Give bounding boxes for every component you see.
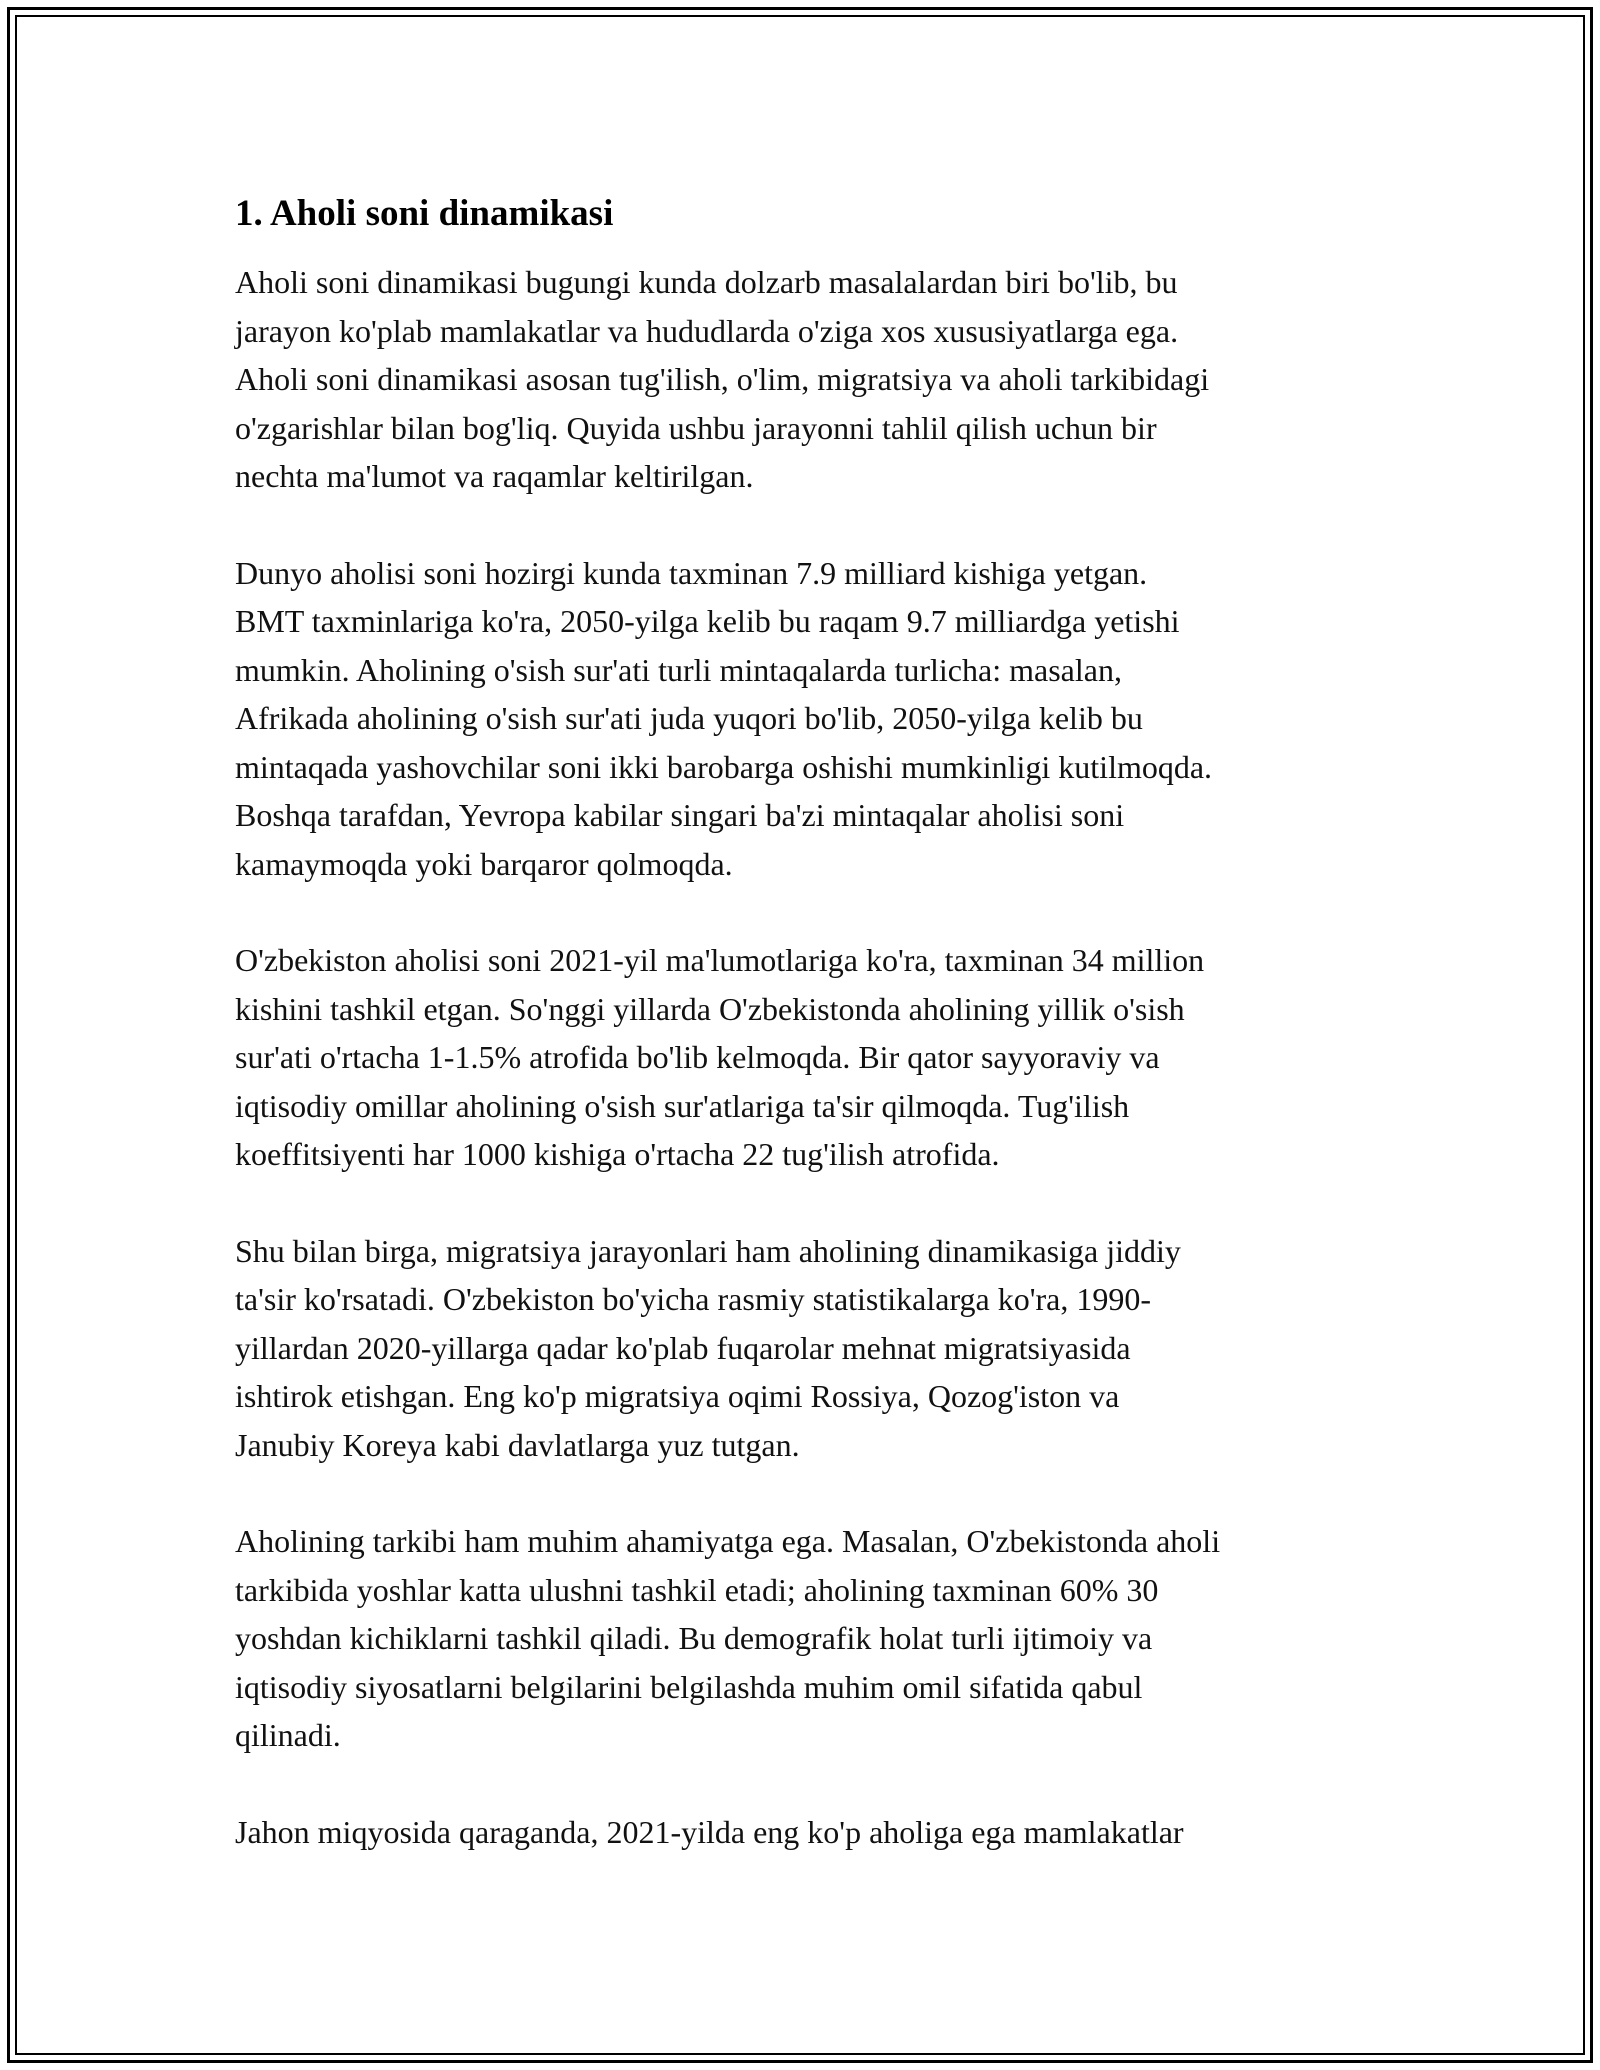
- paragraph-age-structure: Aholining tarkibi ham muhim ahamiyatga ega. Masalan, O'zbekistonda aholi tarkibida yoshlar katta ulushni tashkil etadi; aholining taxminan 60% 30 yoshdan kichiklarni tashkil qiladi. Bu demografik holat turli ijtimoiy va iqtisodiy siyosatlarni belgilarini belgilashda muhim omil sifatida qabul qilinadi.: [235, 1523, 1221, 1753]
- paragraph-world-population: Dunyo aholisi soni hozirgi kunda taxminan 7.9 milliard kishiga yetgan. BMT taxminlariga ko'ra, 2050-yilga kelib bu raqam 9.7 milliardga yetishi mumkin. Aholining o'sish sur'ati turli mintaqalarda turlicha: masalan, Afrikada aholining o'sish sur'ati juda yuqori bo'lib, 2050-yilga kelib bu mintaqada yashovchilar soni ikki barobarga oshishi mumkinligi kutilmoqda. Boshqa tarafdan, Yevropa kabilar singari ba'zi mintaqalar aholisi soni kamaymoqda yoki barqaror qolmoqda.: [235, 554, 1213, 882]
- paragraph-migration: Shu bilan birga, migratsiya jarayonlari ham aholining dinamikasiga jiddiy ta'sir ko'rsatadi. O'zbekiston bo'yicha rasmiy statistikalarga ko'ra, 1990- yillardan 2020-yillarga qadar ko'plab fuqarolar mehnat migratsiyasida ishtirok etishgan. Eng ko'p migratsiya oqimi Rossiya, Qozog'iston va Janubiy Koreya kabi davlatlarga yuz tutgan.: [235, 1232, 1181, 1463]
- document-body: [235, 188, 1395, 1904]
- section-heading: 1. Aholi soni dinamikasi: [235, 193, 614, 234]
- paragraph-intro: Aholi soni dinamikasi bugungi kunda dolzarb masalalardan biri bo'lib, bu jarayon ko'plab mamlakatlar va hududlarda o'ziga xos xususiyatlarga ega. Aholi soni dinamikasi asosan tug'ilish, o'lim, migratsiya va aholi tarkibidagi o'zgarishlar bilan bog'liq. Quyida ushbu jarayonni tahlil qilish uchun bir nechta ma'lumot va raqamlar keltirilgan.: [235, 264, 1210, 494]
- paragraph-uzbekistan-population: O'zbekiston aholisi soni 2021-yil ma'lumotlariga ko'ra, taxminan 34 million kishini tashkil etgan. So'nggi yillarda O'zbekistonda aholining yillik o'sish sur'ati o'rtacha 1-1.5% atrofida bo'lib kelmoqda. Bir qator sayyoraviy va iqtisodiy omillar aholining o'sish sur'atlariga ta'sir qilmoqda. Tug'ilish koeffitsiyenti har 1000 kishiga o'rtacha 22 tug'ilish atrofida.: [235, 942, 1205, 1172]
- paragraph-world-comparison: Jahon miqyosida qaraganda, 2021-yilda eng ko'p aholiga ega mamlakatlar: [235, 1813, 1184, 1850]
